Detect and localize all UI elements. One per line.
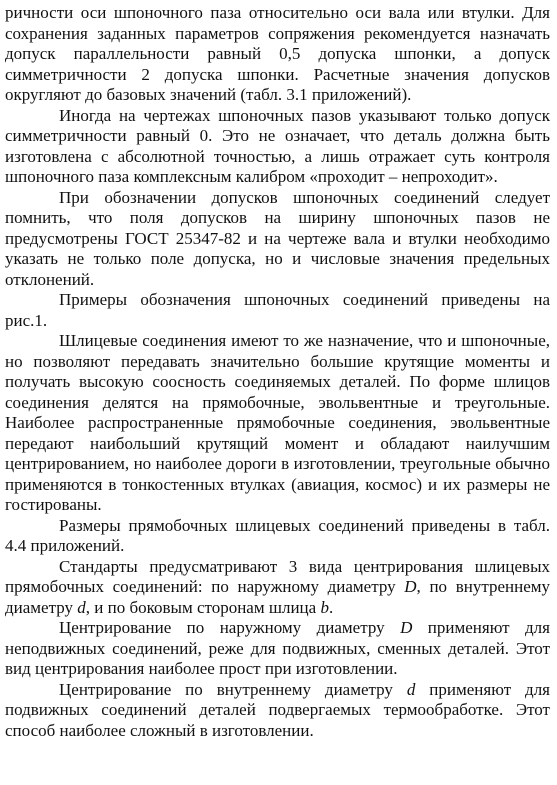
document-page <box>5 3 550 741</box>
text-run: При обозначении допусков шпоночных соединений следует помнить, что поля допусков на ширину шпоночных пазов не предусмотрены ГОСТ 25347-82 и на чертеже вала и втулки необходимо указать не только поле допуска, но и числовые значения предельных отклонений. <box>5 187 550 289</box>
text-run: Центрирование по внутреннему диаметру <box>59 679 407 699</box>
text-run: ричности оси шпоночного паза относительно оси вала или втулки. Для сохранения заданных параметров сопряжения рекомендуется назначать допуск параллельности равный 0,5 допуска шпонки, а допуск симметричности 2 допуска шпонки. Расчетные значения допусков округляют до базовых значений (табл. 3.1 приложений). <box>5 3 550 104</box>
paragraph-p9 <box>5 680 550 742</box>
paragraph-p8 <box>5 618 550 680</box>
paragraph-p5 <box>5 331 550 516</box>
text-run: применяют для подвижных соединений деталей подвергаемых термообработке. Этот способ наиболее сложный в изготовлении. <box>5 679 551 740</box>
text-run: . <box>328 597 334 617</box>
paragraph-p2 <box>5 106 550 188</box>
text-run: применяют для неподвижных соединений, реже для подвижных, сменных деталей. Этот вид центрирования наиболее прост при изготовлении. <box>5 618 550 678</box>
paragraph-p6 <box>5 516 550 557</box>
text-run: Примеры обозначения шпоночных соединений приведены на рис.1. <box>5 290 550 330</box>
italic-symbol: b <box>320 597 329 617</box>
text-run: Иногда на чертежах шпоночных пазов указывают только допуск симметричности равный 0. Это не означает, что деталь должна быть изготовлена с абсолютной точностью, а лишь отражает суть контроля шпоночного паза комплексным калибром «проходит – непроходит». <box>5 105 550 186</box>
paragraph-p3 <box>5 188 550 291</box>
paragraph-p4 <box>5 290 550 331</box>
text-run: , по внутреннему диаметру <box>5 577 550 617</box>
italic-symbol: D <box>400 618 413 637</box>
text-run: Стандарты предусматривают 3 вида центрирования шлицевых прямобочных соединений: по наружному диаметру <box>5 556 550 596</box>
italic-symbol: D <box>404 577 417 596</box>
text-run: , и по боковым сторонам шлица <box>85 597 321 617</box>
paragraph-p7 <box>5 557 550 619</box>
italic-symbol: d <box>406 679 416 699</box>
text-run: Шлицевые соединения имеют то же назначение, что и шпоночные, но позволяют передавать значительно большие крутящие моменты и получать высокую соосность соединяемых деталей. По форме шлицов соединения делятся на прямобочные, эвольвентные и треугольные. Наиболее распространенные прямобочные соединения, эвольвентные передают наибольший крутящий момент и обладают наилучшим центрированием, но наиболее дороги в изготовлении, треугольные обычно применяются в тонкостенных втулках (авиация, космос) и их размеры не гостированы. <box>5 331 550 514</box>
paragraph-p1 <box>5 3 550 106</box>
text-run: Центрирование по наружному диаметру <box>59 618 401 637</box>
italic-symbol: d <box>77 597 86 617</box>
text-run: Размеры прямобочных шлицевых соединений приведены в табл. 4.4 приложений. <box>5 515 550 555</box>
